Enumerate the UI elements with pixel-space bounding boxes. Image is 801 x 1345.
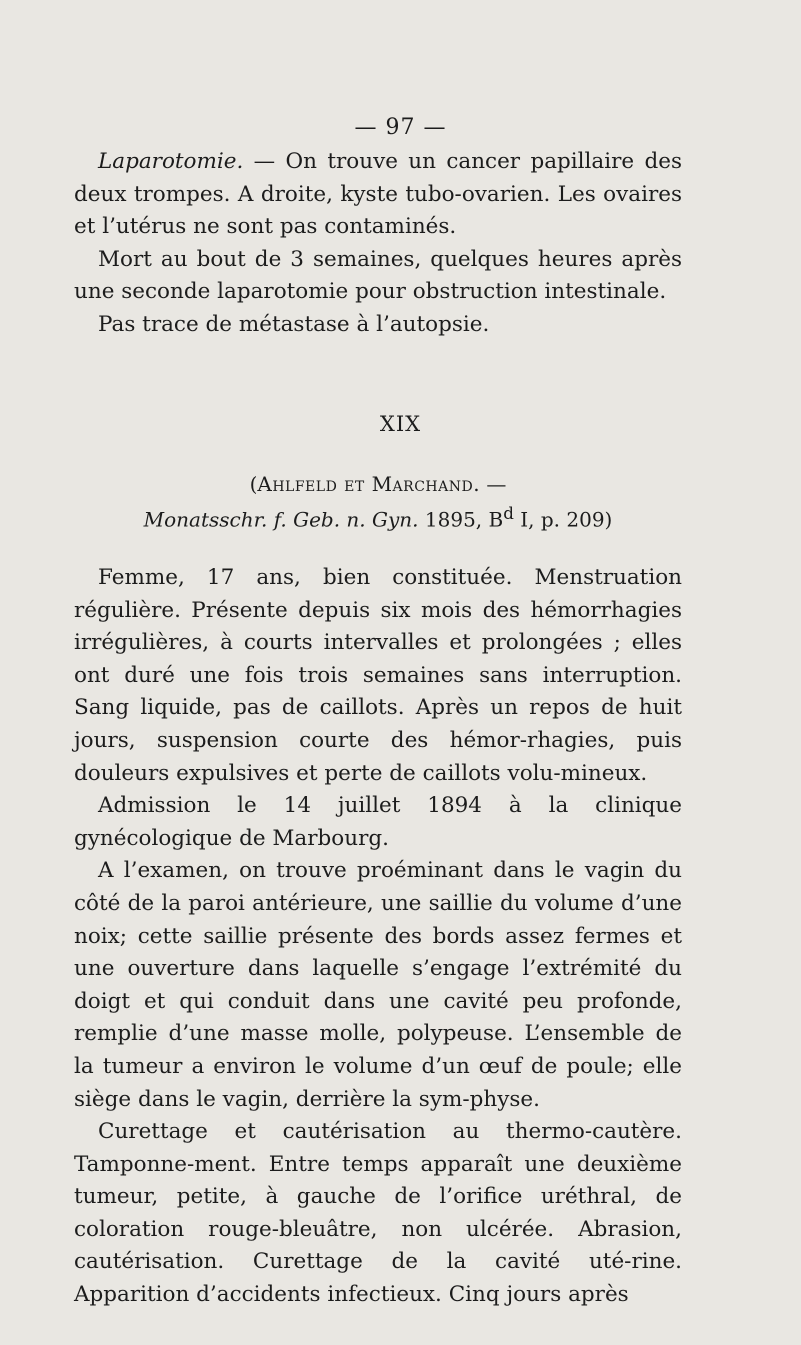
page-number: — 97 — bbox=[354, 115, 447, 140]
citation-open-paren: ( bbox=[249, 472, 258, 496]
intro-paragraph-1 bbox=[74, 146, 682, 244]
intro-paragraph-1-text: — On trouve un cancer papillaire des deux trompes. A droite, kyste tubo-ovarien. Les ovaires et l’utérus ne sont pas contaminés. bbox=[74, 149, 682, 240]
citation-superscript: d bbox=[503, 504, 514, 523]
section-number: XIX bbox=[379, 412, 422, 436]
case-paragraph: Admission le 14 juillet 1894 à la clinique gynécologique de Marbourg. bbox=[74, 793, 682, 851]
citation-dash: — bbox=[480, 472, 507, 496]
citation-authors: Ahlfeld et Marchand. bbox=[257, 472, 481, 496]
citation bbox=[74, 469, 682, 535]
case-text-block bbox=[74, 562, 682, 1312]
case-paragraph: Curettage et cautérisation au thermo-cautère. Tamponne-ment. Entre temps apparaît une deuxième tumeur, petite, à gauche de l’orifice uréthral, de coloration rouge-bleuâtre, non ulcérée. Abrasion, cautérisation. Curettage de la cavité uté-rine. Apparition d’accidents infectieux. Cinq jours après bbox=[74, 1119, 682, 1308]
citation-details-end: I, p. 209) bbox=[513, 507, 613, 532]
case-paragraph: Femme, 17 ans, bien constituée. Menstruation régulière. Présente depuis six mois des hémorrhagies irrégulières, à courts intervalles et prolongées ; elles ont duré une fois trois semaines sans interruption. Sang liquide, pas de caillots. Après un repos de huit jours, suspension courte des hémor-rhagies, puis douleurs expulsives et perte de caillots volu-mineux. bbox=[74, 565, 682, 786]
intro-text-block bbox=[74, 146, 682, 342]
case-paragraph: A l’examen, on trouve proéminant dans le vagin du côté de la paroi antérieure, une saillie du volume d’une noix; cette saillie présente des bords assez fermes et une ouverture dans laquelle s’engage l’extrémité du doigt et qui conduit dans une cavité peu profonde, remplie d’une masse molle, polypeuse. L’ensemble de la tumeur a environ le volume d’un œuf de poule; elle siège dans le vagin, derrière la sym-physe. bbox=[74, 858, 682, 1112]
intro-heading: Laparotomie. bbox=[98, 149, 244, 174]
intro-paragraph-3: Pas trace de métastase à l’autopsie. bbox=[98, 311, 490, 337]
citation-details: 1895, B bbox=[418, 507, 504, 532]
citation-journal: Monatsschr. f. Geb. n. Gyn. bbox=[143, 507, 419, 532]
intro-paragraph-2: Mort au bout de 3 semaines, quelques heures après une seconde laparotomie pour obstruction intestinale. bbox=[74, 246, 682, 305]
